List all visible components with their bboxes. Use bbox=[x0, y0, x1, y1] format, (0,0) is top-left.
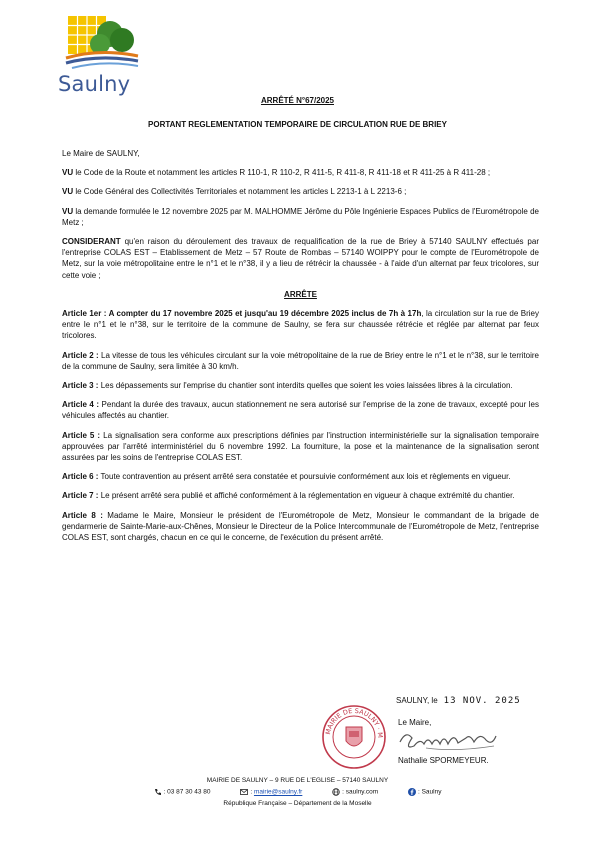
footer-website bbox=[332, 788, 378, 796]
saulny-logo bbox=[58, 14, 158, 96]
article-label: Article 1er : A compter du 17 novembre 2025 et jusqu'au 19 décembre 2025 inclus de 7h à 17h bbox=[62, 309, 422, 319]
considerant-text: qu'en raison du déroulement des travaux de requalification de la rue de Briey à 57140 SAULNY effectués par l'entreprise COLAS EST – Etablissement de Metz – 57 Route de Rombas – 57140 WOIPPY pour le compte de l'Eurométropole de Metz, sur la voie métropolitaine entre le n°1 et le n°38, il y a lieu de rétrécir la chaussée - à l'aide d'un alternat par feux tricolores, sur cette voie ; bbox=[62, 237, 539, 280]
logo-graphic bbox=[64, 14, 144, 76]
signature-date-line bbox=[396, 696, 521, 706]
footer-email-link[interactable]: mairie@saulny.fr bbox=[253, 788, 303, 796]
article-label: Article 2 : bbox=[62, 350, 99, 360]
vu-label: VU bbox=[62, 168, 74, 178]
article-6 bbox=[62, 471, 539, 482]
handwritten-signature bbox=[396, 728, 516, 759]
article-7 bbox=[62, 490, 539, 501]
article-3 bbox=[62, 380, 539, 391]
email-icon bbox=[240, 788, 248, 796]
article-text: Pendant la durée des travaux, aucun stationnement ne sera autorisé sur l'emprise de la zone de travaux, excepté pour les véhicules affectés au chantier. bbox=[62, 400, 539, 421]
article-1 bbox=[62, 308, 539, 342]
article-5 bbox=[62, 430, 539, 464]
article-label: Article 4 : bbox=[62, 400, 100, 410]
logo-text: Saulny bbox=[58, 72, 131, 96]
footer-republique: République Française – Département de la Moselle bbox=[223, 800, 372, 807]
signature-role: Le Maire, bbox=[398, 718, 432, 727]
footer-phone-text: : 03 87 30 43 80 bbox=[163, 788, 211, 796]
footer-contacts bbox=[0, 788, 595, 796]
vu-code-route bbox=[62, 167, 539, 178]
article-label: Article 8 : bbox=[62, 510, 103, 520]
phone-icon bbox=[154, 788, 162, 796]
signature-date-stamp: 13 NOV. 2025 bbox=[443, 696, 521, 706]
article-4 bbox=[62, 399, 539, 421]
stamp-text: MAIRIE DE SAULNY · M bbox=[324, 706, 385, 739]
article-text: Toute contravention au présent arrêté sera constatée et poursuivie conformément aux lois et règlements en vigueur. bbox=[98, 472, 511, 482]
footer-facebook-text[interactable]: : Saulny bbox=[417, 788, 442, 796]
signature-place: SAULNY, le bbox=[396, 696, 438, 705]
footer-phone bbox=[154, 788, 211, 796]
article-text: La vitesse de tous les véhicules circulant sur la voie métropolitaine de la rue de Briey entre le n°1 et le n°38, sur le territoire de la commune de Saulny, sera limitée à 30 km/h. bbox=[62, 350, 539, 371]
article-label: Article 5 : bbox=[62, 430, 101, 440]
footer-email: : mairie@saulny.fr bbox=[240, 788, 302, 796]
vu-text: le Code Général des Collectivités Territoriales et notamment les articles L 2213-1 à L 2213-6 ; bbox=[73, 187, 407, 197]
signature-name: Nathalie SPORMEYEUR. bbox=[398, 756, 489, 765]
official-stamp bbox=[320, 703, 388, 776]
arrete-heading: ARRÊTE bbox=[284, 289, 317, 299]
intro: Le Maire de SAULNY, bbox=[62, 149, 140, 158]
article-8 bbox=[62, 510, 539, 544]
article-text: Le présent arrêté sera publié et affiché conformément à la réglementation en vigueur à chaque extrémité du chantier. bbox=[98, 491, 515, 501]
article-label: Article 7 : bbox=[62, 491, 99, 501]
article-label: Article 3 : bbox=[62, 381, 99, 391]
vu-label: VU bbox=[62, 187, 74, 197]
article-text: Les dépassements sur l'emprise du chantier sont interdits quelles que soient les voies laissées libres à la circulation. bbox=[98, 381, 513, 391]
facebook-icon bbox=[408, 788, 416, 796]
document-body bbox=[62, 148, 539, 551]
vu-text: la demande formulée le 12 novembre 2025 par M. MALHOMME Jérôme du Pôle Ingénierie Espaces Publics de l'Eurométropole de Metz ; bbox=[62, 206, 539, 227]
vu-demande bbox=[62, 206, 539, 228]
footer-address: MAIRIE DE SAULNY – 9 RUE DE L'EGLISE – 57140 SAULNY bbox=[206, 777, 389, 784]
considerant-label: CONSIDERANT bbox=[62, 237, 121, 247]
article-label: Article 6 : bbox=[62, 472, 99, 482]
article-text: Madame le Maire, Monsieur le président de l'Eurométropole de Metz, Monsieur le commandant de la brigade de gendarmerie de Sainte-Marie-aux-Chênes, Monsieur le Directeur de la Police Intercommunale de l'Eurométropole de Metz, l'entreprise COLAS EST, sont chargés, chacun en ce qui le concerne, de l'exécution du présent arrêté. bbox=[62, 510, 539, 543]
website-icon bbox=[332, 788, 340, 796]
arrete-number: ARRÊTÉ N°67/2025 bbox=[260, 96, 334, 105]
vu-cgct bbox=[62, 186, 539, 197]
vu-label: VU bbox=[62, 206, 74, 216]
vu-text: le Code de la Route et notamment les articles R 110-1, R 110-2, R 411-5, R 411-8, R 411-18 et R 411-25 à R 411-28 ; bbox=[73, 168, 491, 178]
footer-website-text[interactable]: : saulny.com bbox=[342, 788, 379, 796]
arrete-subject: PORTANT REGLEMENTATION TEMPORAIRE DE CIRCULATION RUE DE BRIEY bbox=[148, 120, 447, 129]
footer-facebook bbox=[408, 788, 442, 796]
article-2 bbox=[62, 350, 539, 372]
article-text: La signalisation sera conforme aux prescriptions définies par l'instruction interministérielle sur la signalisation temporaire approuvées par l'arrêté interministériel du 6 novembre 1992. La fourniture, la pose et la maintenance de la signalisation seront assurées par les soins de l'entreprise COLAS EST. bbox=[62, 430, 539, 463]
article-text: , la circulation sur la rue de Briey entre le n°1 et le n°38, sur le territoire de la commune de Saulny, se fera sur chaussée rétrécie et réglée par alternat par feux tricolores. bbox=[62, 309, 539, 341]
considerant bbox=[62, 236, 539, 281]
